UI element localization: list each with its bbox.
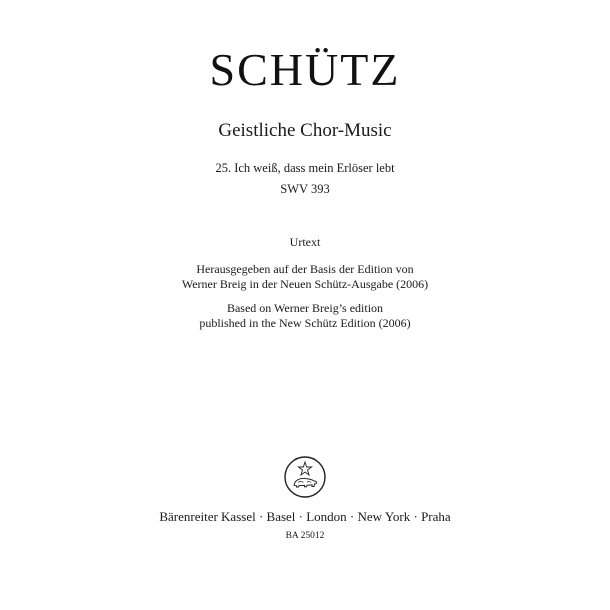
- edition-note-en-line-1: Based on Werner Breig’s edition: [226, 301, 384, 315]
- publisher-line: Bärenreiter Kassel · Basel · London · New York · Praha: [159, 509, 451, 524]
- edition-type: Urtext: [289, 235, 321, 249]
- baerenreiter-bear-logo-icon: [283, 455, 327, 499]
- catalog-number: SWV 393: [280, 182, 330, 196]
- edition-note-de-line-1: Herausgegeben auf der Basis der Edition von: [196, 262, 414, 276]
- composer-name: SCHÜTZ: [209, 44, 401, 95]
- work-title: Geistliche Chor-Music: [218, 120, 392, 141]
- order-number: BA 25012: [285, 531, 325, 541]
- edition-note-de-line-2: Werner Breig in der Neuen Schütz-Ausgabe (2006): [181, 277, 429, 291]
- edition-note-en-line-2: published in the New Schütz Edition (2006): [199, 316, 411, 330]
- piece-title: 25. Ich weiß, dass mein Erlöser lebt: [215, 161, 395, 175]
